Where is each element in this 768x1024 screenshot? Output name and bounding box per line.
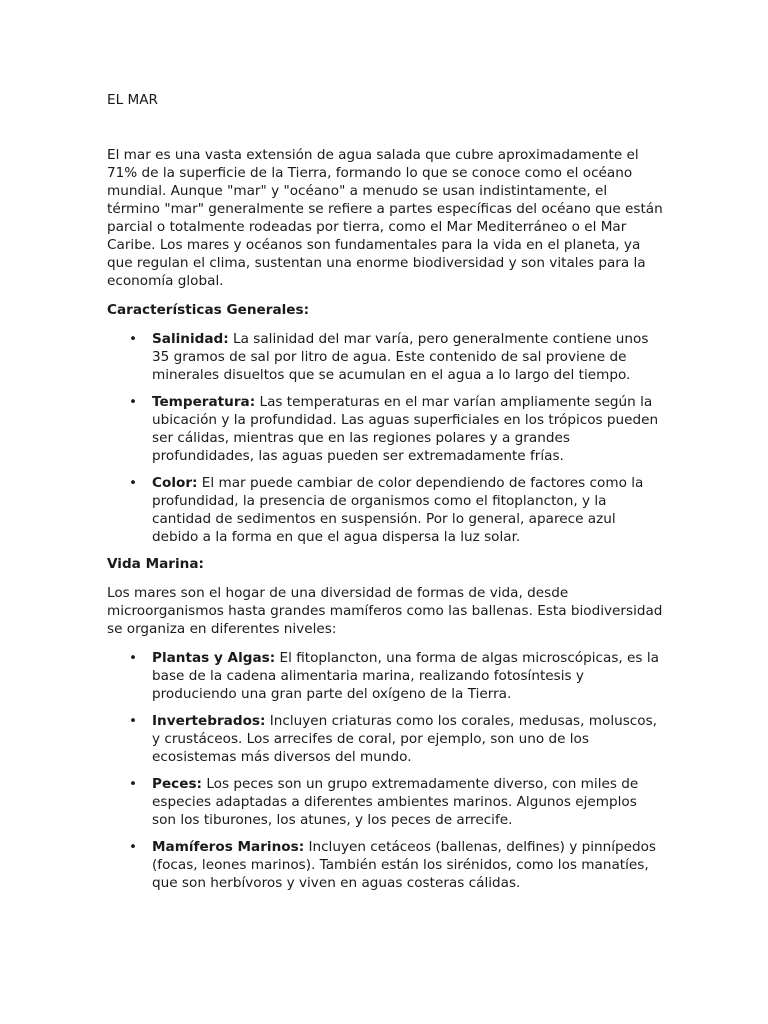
bullet-icon: • bbox=[129, 839, 138, 855]
document-title: EL MAR bbox=[107, 92, 158, 108]
list-item bbox=[107, 330, 663, 384]
bullet-icon: • bbox=[129, 776, 138, 792]
bullet-icon: • bbox=[129, 331, 138, 347]
list-item bbox=[107, 649, 663, 703]
bullet-list bbox=[107, 330, 663, 546]
bullet-icon: • bbox=[129, 713, 138, 729]
section-caracteristicas bbox=[107, 301, 663, 546]
section-paragraph: Los mares son el hogar de una diversidad de formas de vida, desde microorganismos hasta grandes mamíferos como las ballenas. Esta biodiversidad se organiza en diferentes niveles: bbox=[107, 585, 663, 637]
item-text: La salinidad del mar varía, pero generalmente contiene unos 35 gramos de sal por litro de agua. Este contenido de sal proviene de minerales disueltos que se acumulan en el agua a lo largo del tiempo. bbox=[152, 331, 649, 383]
bullet-icon: • bbox=[129, 475, 138, 491]
document-page bbox=[107, 91, 663, 901]
item-term: Invertebrados: bbox=[152, 713, 266, 729]
item-term: Peces: bbox=[152, 776, 202, 792]
item-term: Color: bbox=[152, 475, 198, 491]
bullet-icon: • bbox=[129, 650, 138, 666]
item-term: Mamíferos Marinos: bbox=[152, 839, 305, 855]
item-term: Plantas y Algas: bbox=[152, 650, 276, 666]
item-term: Temperatura: bbox=[152, 394, 256, 410]
item-term: Salinidad: bbox=[152, 331, 229, 347]
list-item bbox=[107, 838, 663, 892]
item-text: El fitoplancton, una forma de algas microscópicas, es la base de la cadena alimentaria marina, realizando fotosíntesis y produciendo una gran parte del oxígeno de la Tierra. bbox=[152, 650, 659, 702]
item-text: El mar puede cambiar de color dependiendo de factores como la profundidad, la presencia de organismos como el fitoplancton, y la cantidad de sedimentos en suspensión. Por lo general, aparece azul debido a la forma en que el agua dispersa la luz solar. bbox=[152, 475, 644, 545]
bullet-icon: • bbox=[129, 394, 138, 410]
intro-paragraph: El mar es una vasta extensión de agua salada que cubre aproximadamente el 71% de la superficie de la Tierra, formando lo que se conoce como el océano mundial. Aunque "mar" y "océano" a menudo se usan indistintamente, el término "mar" generalmente se refiere a partes específicas del océano que están parcial o totalmente rodeadas por tierra, como el Mar Mediterráneo o el Mar Caribe. Los mares y océanos son fundamentales para la vida en el planeta, ya que regulan el clima, sustentan una enorme biodiversidad y son vitales para la economía global. bbox=[107, 147, 663, 289]
section-heading: Vida Marina: bbox=[107, 556, 204, 572]
section-vida-marina bbox=[107, 555, 663, 892]
item-text: Las temperaturas en el mar varían ampliamente según la ubicación y la profundidad. Las aguas superficiales en los trópicos pueden ser cálidas, mientras que en las regiones polares y a grandes profundidades, las aguas pueden ser extremadamente frías. bbox=[152, 394, 659, 464]
list-item bbox=[107, 474, 663, 546]
item-text: Los peces son un grupo extremadamente diverso, con miles de especies adaptadas a diferentes ambientes marinos. Algunos ejemplos son los tiburones, los atunes, y los peces de arrecife. bbox=[152, 776, 639, 828]
item-text: Incluyen criaturas como los corales, medusas, moluscos, y crustáceos. Los arrecifes de coral, por ejemplo, son uno de los ecosistemas más diversos del mundo. bbox=[152, 713, 658, 765]
section-heading: Características Generales: bbox=[107, 302, 310, 318]
item-text: Incluyen cetáceos (ballenas, delfines) y pinnípedos (focas, leones marinos). También están los sirénidos, como los manatíes, que son herbívoros y viven en aguas costeras cálidas. bbox=[152, 839, 657, 891]
list-item bbox=[107, 712, 663, 766]
list-item bbox=[107, 393, 663, 465]
bullet-list bbox=[107, 649, 663, 892]
list-item bbox=[107, 775, 663, 829]
